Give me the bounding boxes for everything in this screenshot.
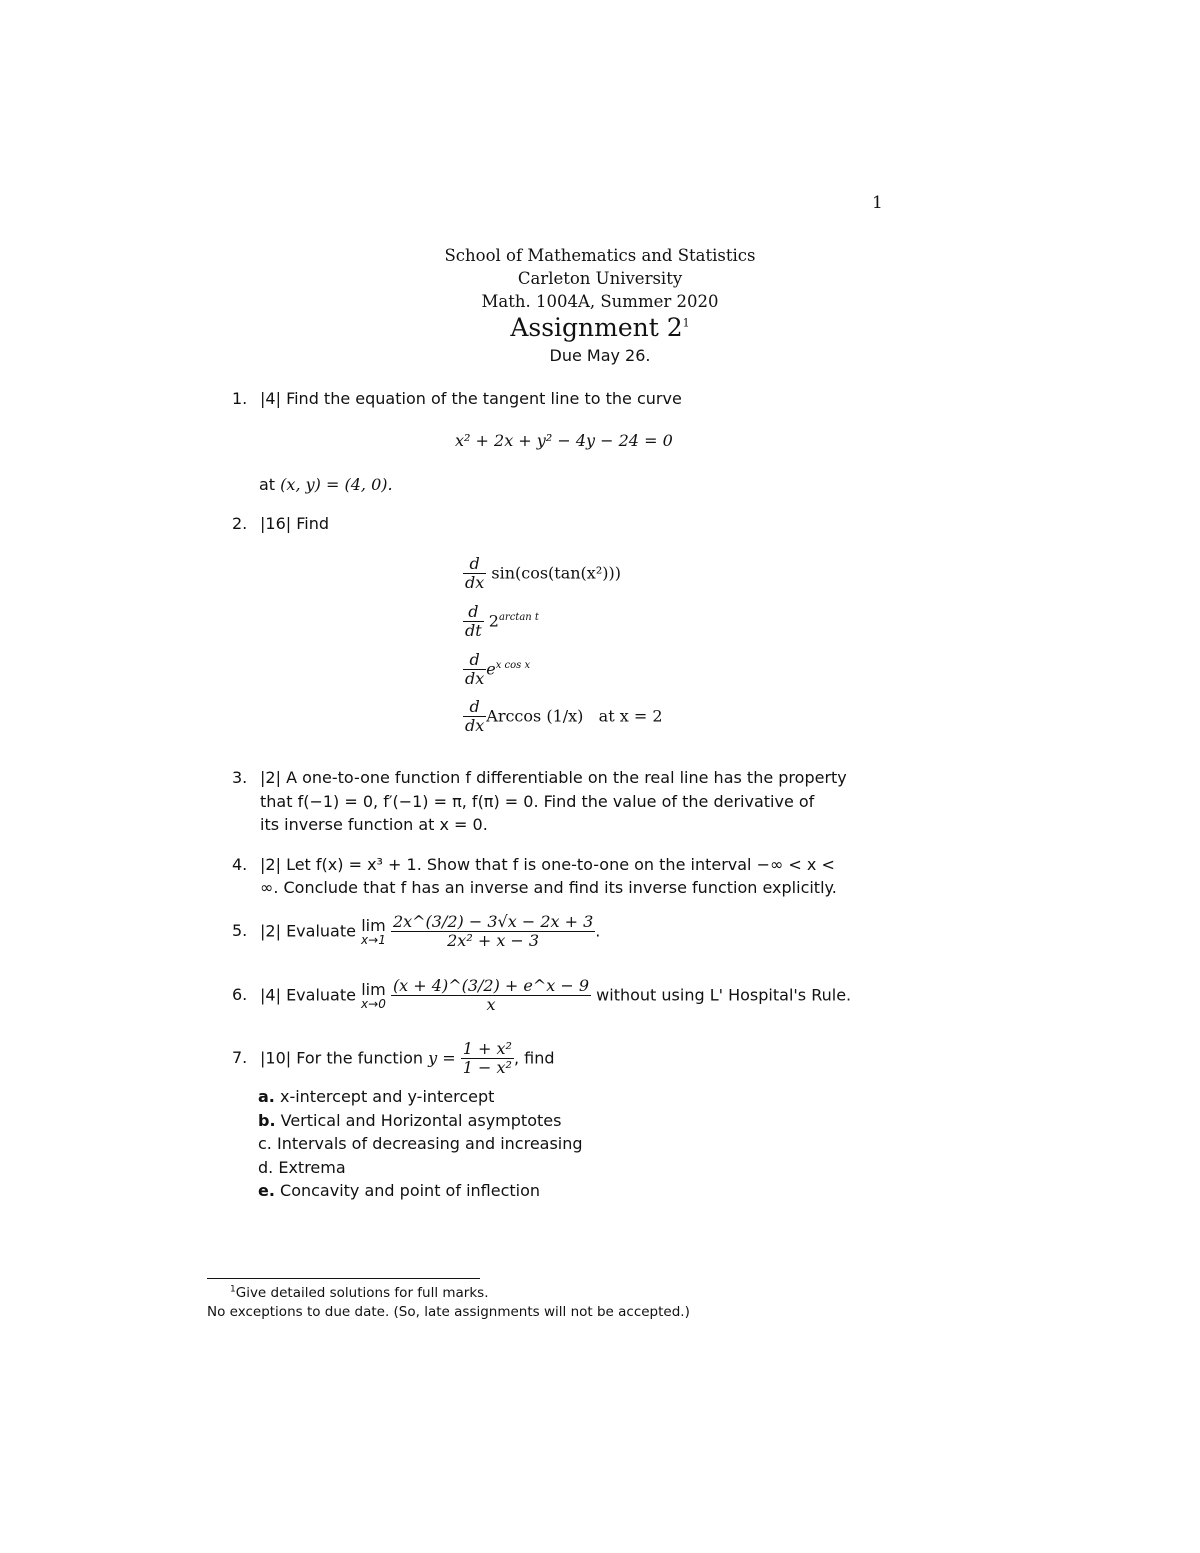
question-6-line xyxy=(232,977,851,1015)
q2-item1-d: d xyxy=(463,555,486,574)
q2-item2-exp: arctan t xyxy=(498,612,539,624)
q7-part-c-text: Intervals of decreasing and increasing xyxy=(276,1134,583,1153)
q7-number: 7. xyxy=(232,1048,248,1068)
q7-part-a-text: x-intercept and y-intercept xyxy=(279,1087,495,1106)
school-name: School of Mathematics and Statistics xyxy=(444,246,756,265)
q1-point: (x, y) = (4, 0). xyxy=(280,475,393,494)
q3-number: 3. xyxy=(232,768,248,787)
q5-number: 5. xyxy=(232,921,248,941)
q3-line1: A one-to-one function f differentiable on the real line has the property xyxy=(286,768,847,787)
q5-marks: |2| xyxy=(260,921,281,941)
q2-text: Find xyxy=(296,514,330,533)
question-2-line xyxy=(232,514,329,533)
q2-item-2 xyxy=(463,603,539,641)
q7-numerator: 1 + x² xyxy=(462,1039,512,1058)
q7-denominator: 1 − x² xyxy=(462,1058,512,1078)
q7-part-b xyxy=(258,1109,583,1133)
q6-denominator: x xyxy=(486,995,496,1015)
q7-after: , find xyxy=(513,1048,555,1068)
footnote-mark: 1 xyxy=(230,1284,236,1295)
assignment-title-text: Assignment 2 xyxy=(510,313,683,342)
q3-line3: its inverse function at x = 0. xyxy=(260,815,488,834)
q2-marks: |16| xyxy=(260,514,292,533)
q7-part-c-label: c. xyxy=(258,1134,272,1153)
q1-marks: |4| xyxy=(260,389,281,408)
question-1-line xyxy=(232,389,682,408)
question-3-line-1 xyxy=(232,768,847,787)
q5-lim: lim xyxy=(361,915,386,935)
q7-part-b-text: Vertical and Horizontal asymptotes xyxy=(280,1110,562,1130)
q7-part-b-label: b. xyxy=(258,1110,276,1130)
page-number: 1 xyxy=(872,193,883,213)
q7-part-a-label: a. xyxy=(258,1087,275,1106)
q6-lim: lim xyxy=(361,979,386,999)
footnote-rule xyxy=(207,1278,480,1279)
q4-line1: Let f(x) = x³ + 1. Show that f is one-to-one on the interval −∞ < x < xyxy=(286,855,835,874)
q6-number: 6. xyxy=(232,985,248,1005)
q2-item2-d: d xyxy=(463,603,484,622)
q2-item1-dx: dx xyxy=(465,573,485,593)
title-footnote-mark: 1 xyxy=(682,316,690,330)
q5-denominator: 2x² + x − 3 xyxy=(447,931,540,951)
q2-item1-expr: sin(cos(tan(x²))) xyxy=(491,563,621,583)
q6-after: without using L' Hospital's Rule. xyxy=(596,985,852,1005)
q7-text: For the function xyxy=(296,1048,424,1068)
q2-item4-dx: dx xyxy=(465,716,485,736)
q4-marks: |2| xyxy=(260,855,281,874)
q3-marks: |2| xyxy=(260,768,281,787)
q2-item2-base: 2 xyxy=(488,611,499,631)
q1-text: Find the equation of the tangent line to the curve xyxy=(286,389,682,408)
footnote-note: No exceptions to due date. (So, late assignments will not be accepted.) xyxy=(207,1304,690,1320)
q2-item3-base: e xyxy=(486,659,496,679)
university-name: Carleton University xyxy=(517,269,683,288)
footnote xyxy=(230,1285,489,1301)
q4-line2: ∞. Conclude that f has an inverse and find its inverse function explicitly. xyxy=(260,878,837,897)
q7-part-c xyxy=(258,1132,583,1156)
q6-marks: |4| xyxy=(260,985,281,1005)
q7-part-a xyxy=(258,1085,583,1109)
question-7-line: 7. |10| For the function y = $\frac{\text{1 + x²}}{\text{1 − x²}}$ , find xyxy=(232,1039,555,1078)
q7-part-e xyxy=(258,1179,583,1203)
due-date: Due May 26. xyxy=(549,346,651,365)
q7-part-d-label: d. xyxy=(258,1157,274,1177)
q1-point-line xyxy=(259,475,393,494)
question-5-line: 5. |2| Evaluate lim x→1 $\frac{2x\^{}(3/2) - 3√x - 2x + 3}{\text{2x² + x − 3}}$ . xyxy=(232,912,601,951)
q2-item3-exp: x cos x xyxy=(495,660,531,672)
q1-number: 1. xyxy=(232,389,248,408)
q7-part-d xyxy=(258,1156,583,1180)
q1-point-prefix: at xyxy=(259,475,276,494)
question-4-line-1 xyxy=(232,855,835,874)
q6-text: Evaluate xyxy=(286,985,356,1005)
q7-part-e-text: Concavity and point of inflection xyxy=(280,1181,541,1200)
q5-numerator: 2x^(3/2) − 3√x − 2x + 3 xyxy=(392,912,594,931)
q2-item2-dt: dt xyxy=(465,621,482,641)
q6-numerator: (x + 4)^(3/2) + e^x − 9 xyxy=(392,976,590,995)
assignment-title xyxy=(0,313,1200,342)
q2-item4-d: d xyxy=(463,698,486,717)
q2-number: 2. xyxy=(232,514,248,533)
q7-part-e-label: e. xyxy=(258,1181,275,1200)
q1-equation: x² + 2x + y² − 4y − 24 = 0 xyxy=(455,431,673,450)
q5-lim-sub: x→1 xyxy=(361,933,386,948)
q2-item4-at: at x = 2 xyxy=(598,706,663,726)
course-name: Math. 1004A, Summer 2020 xyxy=(481,292,719,311)
q2-item-3 xyxy=(463,651,530,689)
q5-text: Evaluate xyxy=(286,921,356,941)
q3-line2: that f(−1) = 0, f′(−1) = π, f(π) = 0. Find the value of the derivative of xyxy=(260,792,815,811)
q7-marks: |10| xyxy=(260,1048,292,1068)
q2-item4-expr: Arccos (1/x) xyxy=(486,706,584,726)
q6-lim-sub: x→0 xyxy=(361,997,386,1012)
q7-part-d-text: Extrema xyxy=(278,1157,346,1177)
q2-item3-dx: dx xyxy=(465,669,485,689)
q4-number: 4. xyxy=(232,855,248,874)
q7-parts xyxy=(258,1085,583,1203)
q2-item-1 xyxy=(463,555,621,593)
q2-item-4 xyxy=(463,698,663,736)
q2-item3-d: d xyxy=(463,651,486,670)
footnote-text: Give detailed solutions for full marks. xyxy=(235,1285,489,1301)
